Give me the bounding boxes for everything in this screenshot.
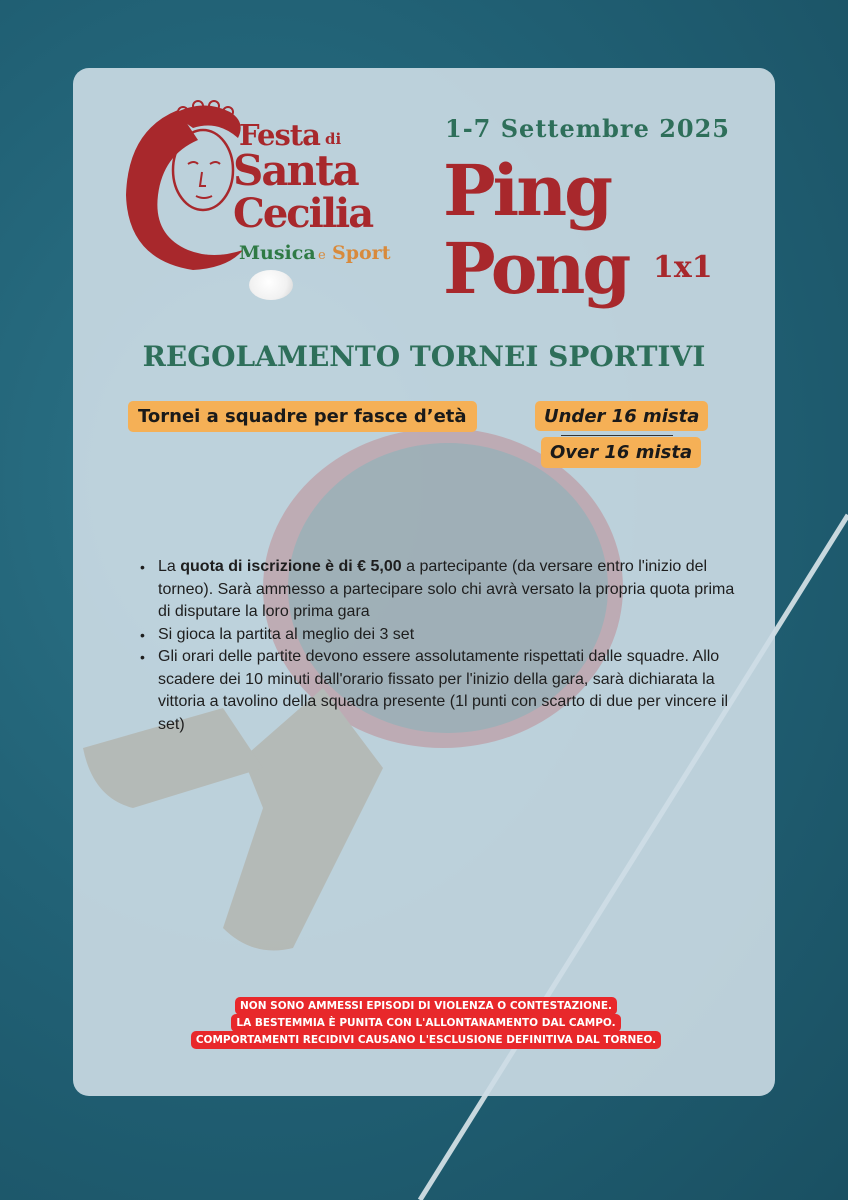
rules-list [137,556,737,736]
event-dates: 1-7 Settembre 2025 [445,114,730,143]
warning-line-1: NON SONO AMMESSI EPISODI DI VIOLENZA O CONTESTAZIONE. [235,997,617,1015]
rule-item-sets: • Si gioca la partita al meglio dei 3 set [137,624,737,647]
poster-card [73,68,775,1096]
rule-fee-text: a partecipante (da versare entro l'inizio del torneo). Sarà ammesso a partecipare solo chi avrà versato la propria quota prima di disputare la loro prima gara [158,558,735,620]
format-label: 1x1 [653,250,713,285]
over16-tag: Over 16 mista [541,437,701,468]
logo-santa-text: Santa [233,146,358,195]
logo-di-text: di [325,130,342,148]
teams-tag: Tornei a squadre per fasce d’età [128,401,477,432]
rule-item-fee [137,556,737,624]
rule-fee-prefix: La [158,558,181,575]
regolamento-title: REGOLAMENTO TORNEI SPORTIVI [142,340,706,373]
rule-item-schedule: • Gli orari delle partite devono essere assolutamente rispettati dalle squadre. Allo scadere dei 10 minuti dall'orario fissato per l'inizio della gara, sarà dichiarata la vittoria a tavolino della squadra presente (1l punti con scarto di due per vincere il set) [137,646,737,736]
logo-musica-text: Musica [239,242,316,264]
warning-line-2: LA BESTEMMIA È PUNITA CON L'ALLONTANAMENTO DAL CAMPO. [231,1014,620,1032]
logo-cecilia-text: Cecilia [233,190,373,237]
rule-fee-bold: quota di iscrizione è di € 5,00 [180,558,402,575]
title-ping: Ping [443,149,611,232]
warning-box [180,996,672,1048]
ping-pong-ball-icon [249,270,293,300]
category-divider [561,435,673,436]
under16-tag: Under 16 mista [535,401,708,431]
logo-sport-text: Sport [332,242,391,264]
warning-line-3: COMPORTAMENTI RECIDIVI CAUSANO L'ESCLUSIONE DEFINITIVA DAL TORNEO. [191,1031,661,1049]
title-pong: Pong [443,227,629,310]
logo-festa-text: Festa [239,118,320,152]
logo-e-text: e [318,248,326,263]
